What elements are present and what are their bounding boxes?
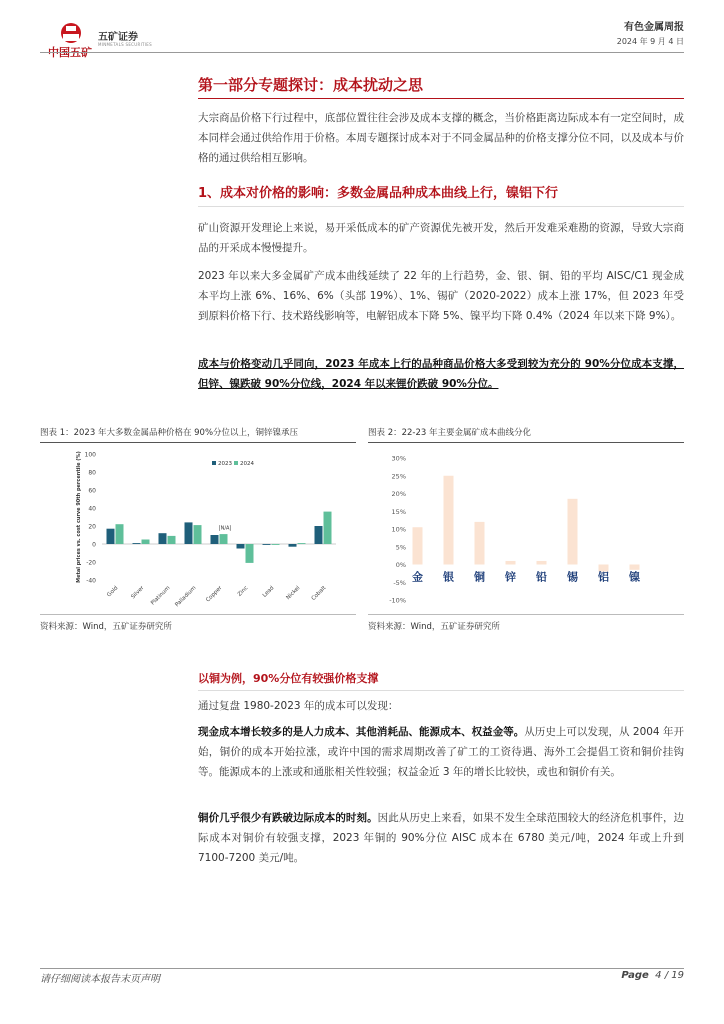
x-tick-label: Copper — [205, 585, 224, 604]
paragraph-labor-cost-lead: 现金成本增长较多的是人力成本、其他消耗品、能源成本、权益金等。 — [198, 726, 525, 738]
report-date: 2024 年 9 月 4 日 — [616, 37, 684, 46]
y-tick-label: -10% — [389, 596, 406, 605]
bar-3 — [506, 561, 516, 565]
subsection-2-title: 以铜为例，90%分位有较强价格支撑 — [198, 672, 379, 685]
y-tick-label: 100 — [84, 451, 96, 459]
paragraph-marginal-cost-body: 因此从历史上来看，如果不发生全球范围较大的经济危机事件，边际成本对铜价有较强支撑，2023 年铜的 90%分位 AISC 成本在 6780 美元/吨，2024 年或上升到 7100-7200 美元/吨。 — [198, 812, 685, 864]
figure-2-chart — [368, 446, 684, 612]
x-tick-label: Nickel — [285, 585, 302, 602]
x-tick-label: 锡 — [567, 570, 578, 584]
x-tick-label: 铅 — [536, 570, 547, 584]
figure-2-bottom-rule — [368, 614, 684, 615]
bar-copper-2024 — [220, 534, 228, 544]
bar-2 — [475, 522, 485, 565]
bar-gold-2023 — [107, 529, 115, 544]
bar-silver-2024 — [142, 540, 150, 545]
bar-palladium-2023 — [185, 522, 193, 544]
x-tick-label: Platinum — [150, 585, 172, 607]
x-tick-label: Lead — [261, 585, 276, 599]
legend-label-2024: 2024 — [240, 461, 254, 467]
bar-cobalt-2023 — [315, 526, 323, 544]
y-tick-label: 0% — [395, 561, 406, 569]
x-tick-label: Gold — [106, 585, 120, 599]
section-intro: 大宗商品价格下行过程中，底部位置往往会涉及成本支撑的概念，当价格距离边际成本有一定空间时，成本同样会通过供给作用于价格。本周专题探讨成本对于不同金属品种的价格支撑分位不同，以及成本与价格的通过供给相互影响。 — [198, 112, 684, 164]
footer-divider — [40, 968, 684, 969]
subsection-title: 1、成本对价格的影响：多数金属品种成本曲线上行，镍铝下行 — [198, 186, 559, 201]
x-tick-label: 铝 — [598, 570, 609, 584]
y-tick-label: 40 — [88, 505, 96, 513]
x-tick-label: 铜 — [474, 570, 485, 584]
subsection-2-intro: 通过复盘 1980-2023 年的成本可以发现： — [198, 700, 399, 712]
paragraph-3-highlight: 成本与价格变动几乎同向，2023 年成本上行的品种商品价格大多受到较为充分的 90%分位成本支撑，但锌、镍跌破 90%分位线，2024 年以来锂价跌破 90%分位。 — [198, 358, 684, 390]
figure-1-title: 图表 1：2023 年大多数金属品种价格在 90%分位以上，铜锌镍承压 — [40, 428, 299, 438]
x-tick-label: Zinc — [236, 585, 250, 598]
x-tick-label: 金 — [412, 570, 423, 584]
y-tick-label: -40 — [86, 577, 96, 585]
subsection-2-divider — [198, 690, 684, 691]
y-tick-label: -20 — [86, 559, 96, 567]
section-title: 第一部分专题探讨：成本扰动之思 — [198, 76, 424, 94]
chart-annotation: [N/A] — [218, 525, 232, 532]
bar-0 — [413, 527, 423, 564]
x-tick-label: Cobalt — [310, 585, 328, 602]
bar-palladium-2024 — [194, 525, 202, 544]
page-number: 4 / 19 — [655, 970, 684, 981]
footer-page — [621, 970, 684, 981]
bar-cobalt-2024 — [324, 512, 332, 544]
bar-zinc-2024 — [246, 544, 254, 563]
x-tick-label: Palladium — [174, 585, 198, 609]
y-tick-label: 25% — [391, 472, 406, 481]
company-logo — [40, 20, 152, 59]
bar-5 — [568, 499, 578, 565]
figure-1-source: 资料来源：Wind，五矿证券研究所 — [40, 622, 172, 632]
paragraph-marginal-cost-lead: 铜价几乎很少有跌破边际成本的时刻。 — [198, 812, 378, 824]
subsection-divider — [198, 206, 684, 207]
y-tick-label: 10% — [391, 525, 406, 534]
y-tick-label: -5% — [393, 578, 406, 587]
figure-1-chart — [40, 446, 356, 612]
report-type: 有色金属周报 — [624, 22, 684, 33]
figure-1-bottom-rule — [40, 614, 356, 615]
section-divider — [198, 98, 684, 99]
bar-1 — [444, 476, 454, 565]
x-tick-label: 银 — [443, 570, 454, 584]
x-tick-label: 锌 — [505, 570, 516, 584]
y-tick-label: 20 — [88, 523, 96, 531]
paragraph-2: 2023 年以来大多金属矿产成本曲线延续了 22 年的上行趋势，金、银、铜、铅的平均 AISC/C1 现金成本平均上涨 6%、16%、6%（头部 19%）、1%、锡矿（2020-2022）成本上涨 17%，但 2023 年受到原料价格下行、技术路线影响等，电解铝成本下降 5%、镍平均下降 0.4%（2024 年以来下降 9%）。 — [198, 270, 684, 322]
x-tick-label: Silver — [130, 585, 146, 601]
figure-1-top-rule — [40, 442, 356, 443]
y-tick-label: 80 — [88, 469, 96, 477]
header-divider — [40, 52, 684, 53]
bar-nickel-2024 — [298, 543, 306, 544]
paragraph-labor-cost — [198, 722, 684, 782]
figure-2-top-rule — [368, 442, 684, 443]
y-tick-label: 15% — [391, 507, 406, 516]
paragraph-1: 矿山资源开发理论上来说，易开采低成本的矿产资源优先被开发，然后开发难采难勘的资源，导致大宗商品的开采成本慢慢提升。 — [198, 222, 684, 254]
y-tick-label: 60 — [88, 487, 96, 495]
bar-platinum-2023 — [159, 533, 167, 544]
logo-emblem-icon — [56, 20, 86, 44]
bar-zinc-2023 — [237, 544, 245, 549]
paragraph-labor-cost-body: 从历史上可以发现，从 2004 年开始，铜价的成本开始拉涨，或许中国的需求周期改善了矿工的工资待遇、海外工会提倡工资和铜价挂钩等。能源成本的上涨或和通胀相关性较强；权益金近 3 年的增长比较快，或也和铜价有关。 — [198, 726, 685, 778]
paragraph-marginal-cost — [198, 808, 684, 868]
y-tick-label: 5% — [395, 543, 406, 552]
bar-lead-2024 — [272, 544, 280, 545]
figure-2-title: 图表 2：22-23 年主要金属矿成本曲线分化 — [368, 428, 532, 438]
bar-nickel-2023 — [289, 544, 297, 547]
page-label: Page — [621, 970, 649, 981]
bar-silver-2023 — [133, 543, 141, 544]
footer-disclaimer: 请仔细阅读本报告末页声明 — [40, 974, 160, 985]
y-tick-label: 30% — [391, 454, 406, 463]
x-tick-label: 镍 — [629, 570, 640, 584]
legend-swatch-2023 — [212, 461, 216, 465]
bar-lead-2023 — [263, 544, 271, 545]
figure-2-source: 资料来源：Wind，五矿证券研究所 — [368, 622, 500, 632]
y-tick-label: 0 — [92, 541, 96, 549]
bar-4 — [537, 561, 547, 565]
legend-swatch-2024 — [234, 461, 238, 465]
bar-platinum-2024 — [168, 536, 176, 544]
bar-7 — [630, 565, 640, 570]
y-axis-label: Metal prices vs. cost curve 90th percentile (%) — [76, 451, 82, 583]
bar-gold-2024 — [116, 524, 124, 544]
legend-label-2023: 2023 — [218, 461, 232, 467]
y-tick-label: 20% — [391, 490, 406, 498]
logo-en-text: MINMETALS SECURITIES — [98, 42, 152, 47]
bar-copper-2023 — [211, 535, 219, 544]
logo-main-text: 中国五矿 — [48, 46, 92, 59]
logo-sub-text: 五矿证券 — [98, 32, 138, 43]
